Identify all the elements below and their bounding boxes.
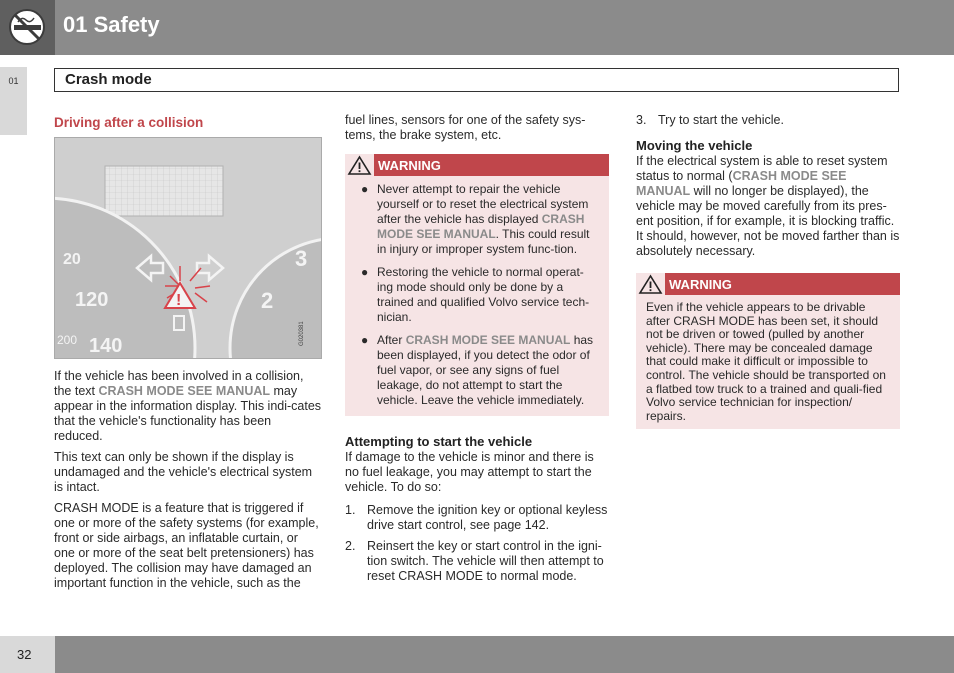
section-bar <box>54 68 899 92</box>
step-item: 3. Try to start the vehicle. <box>636 113 784 127</box>
logo <box>0 0 55 55</box>
page-footer <box>0 636 954 673</box>
section-title: Crash mode <box>65 71 152 88</box>
warning-header <box>636 273 900 295</box>
figure-code: G020381 <box>299 321 305 346</box>
warning-icon <box>636 273 665 295</box>
paragraph-display-condition: This text can only be shown if the display is undamaged and the vehicle's electrical system is intact. <box>54 450 313 494</box>
chapter-title: 01 Safety <box>63 12 160 37</box>
warning-icon <box>345 154 374 176</box>
paragraph-attempt-start: If damage to the vehicle is minor and there is no fuel leakage, you may attempt to start the vehicle. To do so: <box>345 450 594 494</box>
paragraph-crash-mode-text: If the vehicle has been involved in a collision, the text CRASH MODE SEE MANUAL may appear in the information display. This indi-cates that the vehicle's functionality has been reduced. <box>54 369 322 443</box>
rpm-label-3: 3 <box>295 246 308 271</box>
speed-label-120: 120 <box>75 289 109 311</box>
heading-driving-after-collision: Driving after a collision <box>54 115 204 130</box>
column-2 <box>345 113 609 590</box>
speed-label-200: 200 <box>57 333 78 347</box>
svg-text:!: ! <box>176 292 182 309</box>
step-item: 1. Remove the ignition key or optional keyless drive start control, see page 142. <box>345 503 608 532</box>
heading-attempting-start: Attempting to start the vehicle <box>345 434 533 449</box>
warning-text: Even if the vehicle appears to be drivable after CRASH MODE has been set, it should not be driven or towed (pulled by another vehicle). There may be concealed damage that could make it difficult or impossible to control. The vehicle should be transported on a flatbed tow truck to a trained and quali-fied Volvo service technician for inspection/ repairs. <box>646 300 886 423</box>
warning-item: ● After CRASH MODE SEE MANUAL has been displayed, if you detect the odor of fuel vapor, or see any signs of fuel leakage, do not attempt to start the vehicle. Leave the vehicle immediately. <box>361 333 594 407</box>
keyword-crash-mode: CRASH MODE SEE MANUAL <box>636 169 847 198</box>
no-smoking-logo-icon <box>0 0 55 55</box>
heading-moving-vehicle: Moving the vehicle <box>636 138 753 153</box>
steps-list <box>345 503 609 584</box>
column-1 <box>54 113 322 597</box>
warning-list <box>355 182 599 408</box>
warning-title: WARNING <box>378 158 441 173</box>
warning-item: ● Never attempt to repair the vehicle yourself or to reset the electrical system after the vehicle has displayed CRASH MODE SEE MANUAL. This could result in injury or improper system func-tion. <box>361 182 590 256</box>
warning-box <box>345 154 609 416</box>
speed-label-20: 20 <box>63 251 81 268</box>
paragraph-moving-vehicle: If the electrical system is able to reset system status to normal (CRASH MODE SEE MANUAL will no longer be displayed), the vehicle may be moved carefully from its pres-ent position, if for example, it is blocking traffic. It should, however, not be moved farther than is absolutely necessary. <box>636 154 900 258</box>
chapter-tab <box>0 67 27 135</box>
speed-label-140: 140 <box>89 335 123 357</box>
steps-list-continued <box>636 113 900 128</box>
paragraph-continued: fuel lines, sensors for one of the safety sys-tems, the brake system, etc. <box>345 113 586 142</box>
instrument-cluster-figure <box>54 137 322 359</box>
step-item: 2. Reinsert the key or start control in the igni-tion switch. The vehicle will then attempt to reset CRASH MODE to normal mode. <box>345 539 604 583</box>
column-3 <box>636 113 900 447</box>
chapter-tab-label: 01 <box>8 76 19 86</box>
warning-item: ● Restoring the vehicle to normal operat-ing mode should only be done by a trained and qualified Volvo service tech-nician. <box>361 265 590 324</box>
page-number: 32 <box>17 647 32 662</box>
warning-header <box>345 154 609 176</box>
warning-box <box>636 273 900 429</box>
keyword-crash-mode: CRASH MODE SEE MANUAL <box>98 384 271 398</box>
paragraph-crash-mode-feature: CRASH MODE is a feature that is triggered if one or more of the safety systems (for example, front or side airbags, an inflatable curtain, or one or more of the seat belt pretensioners) has deployed. The collision may have damaged an important function in the vehicle, such as the <box>54 501 319 590</box>
rpm-label-2: 2 <box>261 288 274 313</box>
warning-title: WARNING <box>669 277 732 292</box>
page-number-box <box>0 636 55 673</box>
